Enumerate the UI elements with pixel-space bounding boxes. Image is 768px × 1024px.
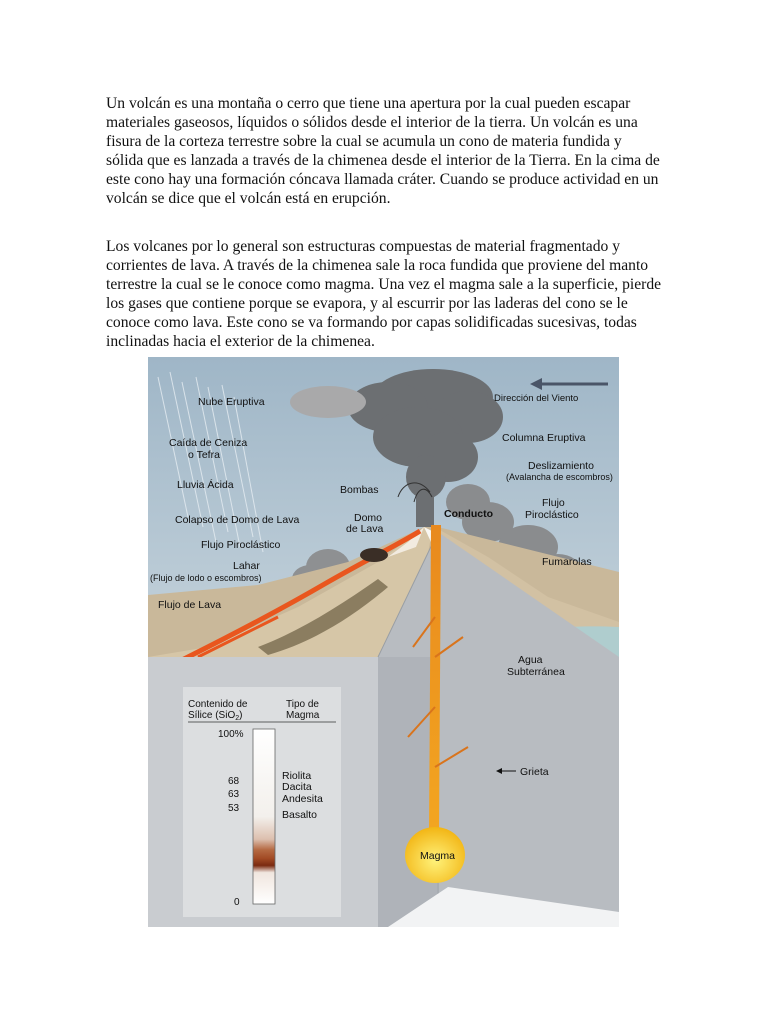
silica-panel [183,687,341,917]
label-columna: Columna Eruptiva [502,432,586,444]
paragraph-1-text: Un volcán es una montaña o cerro que tiene una apertura por la cual pueden escapar materiales gaseosos, líquidos o sólidos desde el interior de la tierra. Un volcán es una fisura de la corteza terrestre sobre la cual se acumula un cono de materia fundida y sólida que es lanzada a través de la chimenea desde el interior de la Tierra. En la cima de este cono hay una formación cóncava llamada cráter. Cuando se produce actividad en un volcán se dice que el volcán está en erupción. [106,95,660,207]
label-domo-1: Domo [354,512,383,524]
label-nube: Nube Eruptiva [198,396,265,408]
label-flujo-p-r-1: Flujo [542,497,565,509]
label-flujo-p-r-2: Piroclástico [525,509,579,521]
label-lahar-2: (Flujo de lodo o escombros) [150,573,262,583]
paragraph-2-text: Los volcanes por lo general son estructuras compuestas de material fragmentado y corrientes de lava. A través de la chimenea sale la roca fundida que proviene del manto terrestre la cual se le conoce como magma. Una vez el magma sale a la superficie, pierde los gases que contiene porque se evapora, y al escurrir por las laderas del cono se le conoce como lava. Este cono se va formando por capas solidificadas sucesivas, todas inclinadas hacia el exterior de la chimenea. [106,238,662,350]
label-agua-2: Subterránea [507,666,565,678]
label-lluvia: Lluvia Ácida [177,479,234,491]
lava-dome [360,548,388,562]
label-flujo-p-l: Flujo Piroclástico [201,539,281,551]
silica-bar [253,729,275,904]
label-flujo-lava: Flujo de Lava [158,599,222,611]
conduit [429,525,441,837]
label-lahar-1: Lahar [233,560,260,572]
silica-tick-53: 53 [228,803,240,814]
label-magma: Magma [420,850,456,862]
silica-header-right-2: Magma [286,710,320,721]
magma-type-andesita: Andesita [282,793,323,805]
paragraph-2 [106,238,662,351]
silica-header-left-1: Contenido de [188,699,248,710]
silica-header-left-2: Sílice (SiO$_2$) [188,710,243,722]
label-agua-1: Agua [518,654,543,666]
label-domo-2: de Lava [346,523,384,535]
label-ceniza-1: Caída de Ceniza [169,437,248,449]
label-ceniza-2: o Tefra [188,449,220,461]
silica-tick-100: 100% [218,729,244,740]
silica-header-right-1: Tipo de [286,699,319,710]
volcano-diagram [148,357,619,927]
silica-tick-68: 68 [228,776,240,787]
label-colapso: Colapso de Domo de Lava [175,514,300,526]
label-bombas: Bombas [340,484,379,496]
silica-tick-63: 63 [228,789,240,800]
label-desliz-1: Deslizamiento [528,460,594,472]
silica-tick-0: 0 [234,897,240,908]
label-grieta: Grieta [520,766,549,778]
label-desliz-2: (Avalancha de escombros) [506,472,613,482]
label-fumarolas: Fumarolas [542,556,592,568]
magma-type-riolita: Riolita [282,770,312,782]
label-conducto: Conducto [444,508,493,520]
magma-type-basalto: Basalto [282,809,318,821]
paragraph-1 [106,95,662,208]
label-viento: Dirección del Viento [494,393,579,404]
magma-type-dacita: Dacita [282,781,312,793]
